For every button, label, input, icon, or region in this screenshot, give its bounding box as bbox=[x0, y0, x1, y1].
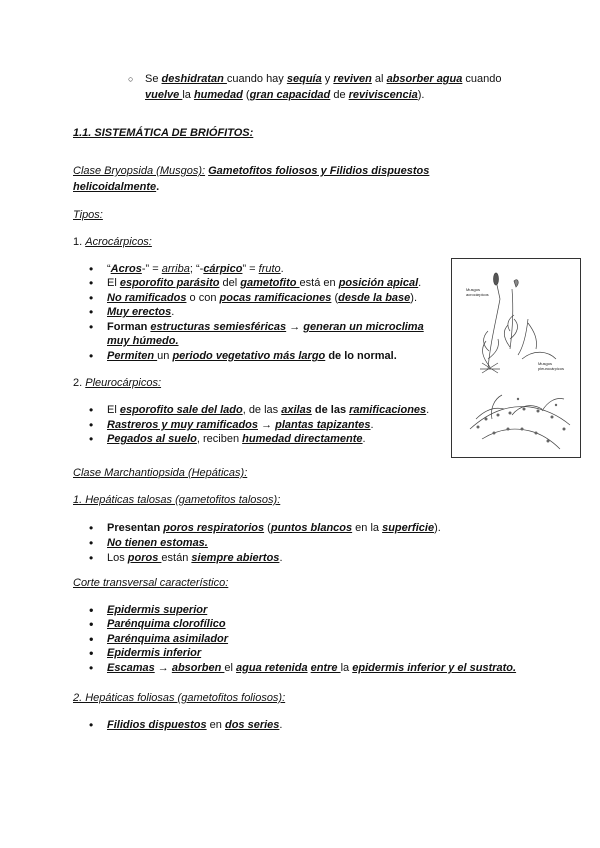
list-item bbox=[107, 320, 424, 349]
tipos-heading: Tipos: bbox=[73, 209, 103, 221]
text: superficie bbox=[382, 522, 435, 534]
text: plantas tapizantes bbox=[275, 419, 371, 431]
text: reviviscencia bbox=[348, 89, 418, 101]
text: Los bbox=[107, 552, 128, 564]
moss-illustration bbox=[451, 258, 581, 458]
talosas-list bbox=[107, 521, 441, 565]
text: Muy erectos bbox=[107, 306, 172, 318]
text: → bbox=[154, 662, 172, 674]
list-item bbox=[107, 718, 282, 732]
text: poros respiratorios bbox=[163, 522, 265, 534]
text: → bbox=[286, 321, 304, 333]
text: del bbox=[219, 277, 241, 289]
list-item bbox=[107, 536, 441, 551]
text: ). bbox=[434, 522, 441, 534]
marchantio-heading: Clase Marchantiopsida (Hepáticas): bbox=[73, 467, 248, 479]
list-item: • Epidermis inferior bbox=[107, 646, 516, 661]
text: dos series bbox=[224, 719, 280, 731]
foliosas-list bbox=[107, 718, 282, 732]
text: muy húmedo. bbox=[107, 335, 179, 347]
acro-list bbox=[107, 262, 424, 363]
text: -” = bbox=[141, 263, 162, 275]
list-item: • Parénquima clorofílico bbox=[107, 617, 516, 632]
text: arriba bbox=[161, 263, 190, 275]
text: Escamas bbox=[107, 662, 155, 674]
text: . bbox=[418, 277, 422, 289]
text: está en bbox=[299, 277, 339, 289]
text: de lo normal. bbox=[325, 350, 397, 362]
text: estructuras semiesféricas bbox=[150, 321, 287, 333]
list-item bbox=[107, 349, 424, 363]
acro-heading bbox=[73, 235, 152, 249]
text: El bbox=[107, 277, 120, 289]
figure-label-bottom: Musgos pleurocárpicos bbox=[538, 361, 565, 371]
list-item bbox=[107, 418, 429, 432]
text: reviven bbox=[333, 73, 372, 85]
text: vuelve bbox=[145, 89, 183, 101]
text: cuando bbox=[462, 73, 502, 85]
text: , reciben bbox=[196, 433, 243, 445]
text: axilas bbox=[281, 404, 312, 416]
text: absorber agua bbox=[386, 73, 463, 85]
intro-line-1 bbox=[145, 72, 502, 86]
text: deshidratan bbox=[161, 73, 227, 85]
text: Permiten bbox=[107, 350, 158, 362]
text: . bbox=[279, 719, 283, 731]
text: o con bbox=[186, 292, 220, 304]
text: periodo vegetativo más largo bbox=[172, 350, 326, 362]
text: gran capacidad bbox=[249, 89, 331, 101]
text: entre bbox=[310, 662, 341, 674]
text: Rastreros y muy ramificados bbox=[107, 419, 259, 431]
text: poros bbox=[127, 552, 162, 564]
talosas-heading: 1. Hepáticas talosas (gametofitos talosos): bbox=[73, 494, 281, 506]
text: . bbox=[156, 181, 160, 193]
text: gametofito bbox=[240, 277, 300, 289]
text: helicoidalmente bbox=[73, 181, 157, 193]
text: un bbox=[157, 350, 173, 362]
text: Clase Bryopsida (Musgos): bbox=[73, 165, 206, 177]
text: esporofito parásito bbox=[119, 277, 220, 289]
text: pocas ramificaciones bbox=[219, 292, 332, 304]
list-item bbox=[107, 403, 429, 418]
list-item bbox=[107, 521, 441, 536]
text: Filidios dispuestos bbox=[107, 719, 207, 731]
text: puntos blancos bbox=[270, 522, 353, 534]
text: Acros bbox=[110, 263, 142, 275]
text: “ bbox=[107, 263, 111, 275]
text: de las bbox=[311, 404, 350, 416]
text: Presentan bbox=[107, 522, 164, 534]
text: de bbox=[330, 89, 349, 101]
list-item bbox=[107, 551, 441, 565]
text: al bbox=[371, 73, 387, 85]
text: ” = bbox=[242, 263, 259, 275]
text: ; “- bbox=[189, 263, 204, 275]
text: la bbox=[340, 662, 353, 674]
list-item bbox=[107, 276, 424, 291]
text: absorben bbox=[171, 662, 225, 674]
text: ). bbox=[410, 292, 418, 304]
text: . bbox=[280, 263, 284, 275]
list-item bbox=[107, 262, 424, 276]
text: Pleurocárpicos: bbox=[85, 377, 162, 389]
text: Forman bbox=[107, 321, 151, 333]
text: . bbox=[370, 419, 374, 431]
list-item bbox=[107, 305, 424, 320]
text: → bbox=[258, 419, 276, 431]
foliosas-heading: 2. Hepáticas foliosas (gametofitos foliosos): bbox=[73, 692, 286, 704]
text: desde la base bbox=[338, 292, 411, 304]
intro-line-2 bbox=[145, 88, 425, 102]
text: el bbox=[224, 662, 237, 674]
text: ramificaciones bbox=[349, 404, 427, 416]
text: 1. bbox=[73, 236, 86, 248]
text: Gametofitos foliosos y Filidios dispuestos bbox=[208, 165, 430, 177]
text: . bbox=[171, 306, 175, 318]
bryopsida-heading-1 bbox=[73, 164, 429, 178]
bryopsida-heading-2 bbox=[73, 180, 159, 194]
text: , de las bbox=[242, 404, 282, 416]
text: cuando hay bbox=[226, 73, 287, 85]
text: Se bbox=[145, 73, 162, 85]
corte-heading: Corte transversal característico: bbox=[73, 577, 229, 589]
text: ( bbox=[331, 292, 339, 304]
text: están bbox=[161, 552, 192, 564]
text: cárpico bbox=[203, 263, 243, 275]
text: esporofito sale del lado bbox=[119, 404, 243, 416]
pleuro-list bbox=[107, 403, 429, 446]
text: en bbox=[206, 719, 225, 731]
text: Pegados al suelo bbox=[107, 433, 197, 445]
text: . bbox=[426, 404, 430, 416]
text: la bbox=[182, 89, 194, 101]
figure-label-top: Musgos acrocárpicos bbox=[466, 287, 489, 297]
pleuro-heading bbox=[73, 376, 161, 390]
text: No ramificados bbox=[107, 292, 187, 304]
text: El bbox=[107, 404, 120, 416]
text: humedad directamente bbox=[242, 433, 363, 445]
text: y bbox=[321, 73, 334, 85]
text: Acrocárpicos: bbox=[85, 236, 152, 248]
text: 2. bbox=[73, 377, 86, 389]
text: humedad bbox=[193, 89, 243, 101]
list-item bbox=[107, 661, 516, 675]
list-item bbox=[107, 291, 424, 305]
list-item: • Epidermis superior bbox=[107, 603, 516, 617]
list-item bbox=[107, 432, 429, 446]
list-item: • Parénquima asimilador bbox=[107, 632, 516, 646]
text: en la bbox=[352, 522, 383, 534]
text: No tienen estomas. bbox=[107, 537, 208, 549]
text: agua retenida bbox=[236, 662, 308, 674]
text: siempre abiertos bbox=[191, 552, 280, 564]
corte-list bbox=[107, 603, 516, 675]
text: ( bbox=[264, 522, 271, 534]
text: ( bbox=[242, 89, 250, 101]
text: posición apical bbox=[338, 277, 419, 289]
text: . bbox=[362, 433, 366, 445]
text: . bbox=[279, 552, 283, 564]
text: generan un microclima bbox=[303, 321, 424, 333]
text: ). bbox=[417, 89, 425, 101]
text: sequía bbox=[286, 73, 322, 85]
section-title: 1.1. SISTEMÁTICA DE BRIÓFITOS: bbox=[73, 127, 254, 139]
text: fruto bbox=[258, 263, 281, 275]
text: epidermis inferior y el sustrato. bbox=[352, 662, 517, 674]
